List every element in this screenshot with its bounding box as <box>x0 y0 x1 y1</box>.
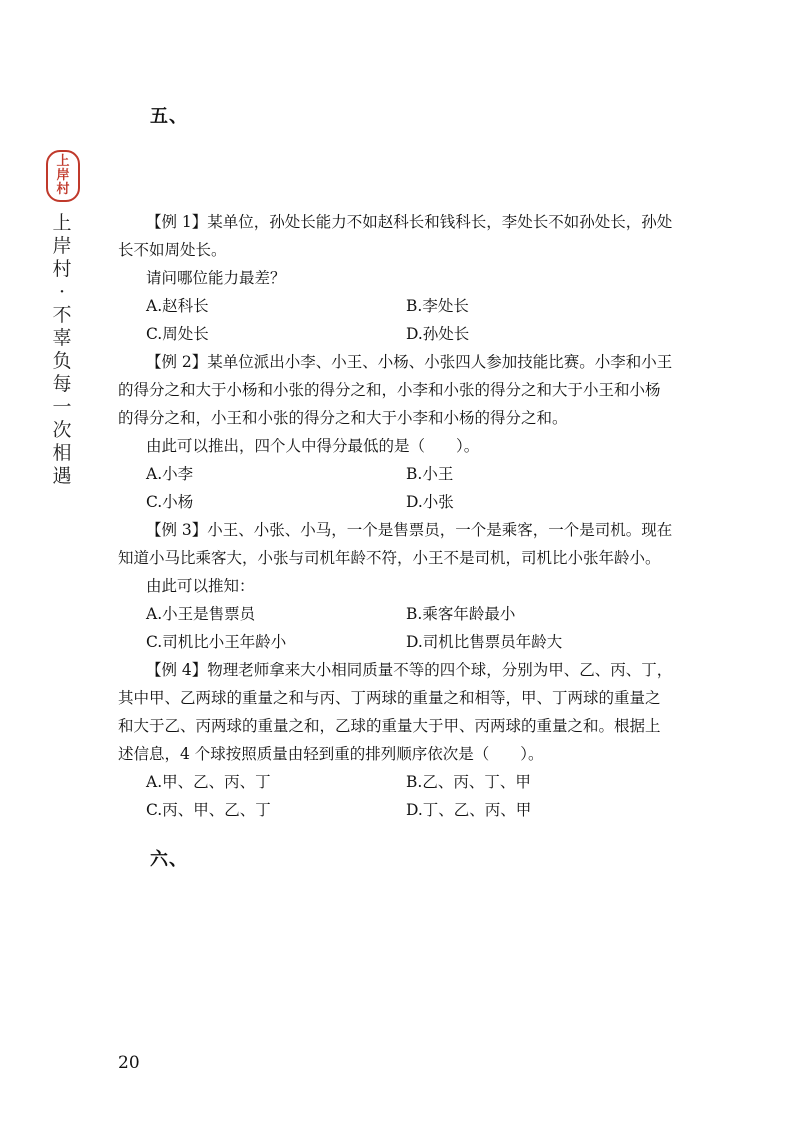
option-a: A.赵科长 <box>146 297 209 315</box>
option-d: D.司机比售票员年龄大 <box>406 633 563 651</box>
option-d: D.小张 <box>406 493 454 511</box>
seal-char: 上 <box>56 154 70 169</box>
options-row <box>118 796 678 824</box>
options-row <box>118 600 678 628</box>
example-line: 【例 4】物理老师拿来大小相同质量不等的四个球，分别为甲、乙、丙、丁， <box>146 661 673 679</box>
example-line: 【例 2】某单位派出小李、小王、小杨、小张四人参加技能比赛。小李和小王 <box>146 353 673 371</box>
seal-char: 岸 <box>56 168 70 183</box>
options-row <box>118 768 678 796</box>
slogan-char: 村 <box>52 258 72 280</box>
example-line: 长不如周处长。 <box>118 241 227 259</box>
option-d: D.孙处长 <box>406 325 470 343</box>
example-line: 和大于乙、丙两球的重量之和，乙球的重量大于甲、丙两球的重量之和。根据上 <box>118 717 661 735</box>
option-b: B.乙、丙、丁、甲 <box>406 773 531 791</box>
example-line: 【例 1】某单位，孙处长能力不如赵科长和钱科长，李处长不如孙处长，孙处 <box>146 213 673 231</box>
slogan-char: 辜 <box>52 327 72 349</box>
example-question: 请问哪位能力最差？ <box>146 269 286 287</box>
slogan-char: 岸 <box>52 235 72 257</box>
example-line: 知道小马比乘客大，小张与司机年龄不符，小王不是司机，司机比小张年龄小。 <box>118 549 661 567</box>
options-row <box>118 320 678 348</box>
slogan-char: 不 <box>52 304 72 326</box>
example-line: 的得分之和大于小杨和小张的得分之和，小李和小张的得分之和大于小王和小杨 <box>118 381 661 399</box>
example-line: 【例 3】小王、小张、小马，一个是售票员，一个是乘客，一个是司机。现在 <box>146 521 673 539</box>
option-c: C.丙、甲、乙、丁 <box>146 801 271 819</box>
option-c: C.小杨 <box>146 493 194 511</box>
slogan-char: 相 <box>52 442 72 464</box>
option-a: A.小李 <box>146 465 194 483</box>
section-heading-five: 五、 <box>150 106 188 127</box>
example-question: 由此可以推知： <box>146 577 255 595</box>
option-a: A.小王是售票员 <box>146 605 256 623</box>
examples-content <box>118 208 678 824</box>
example-1 <box>118 208 678 348</box>
seal-logo <box>46 150 80 202</box>
example-question: 由此可以推出，四个人中得分最低的是（ ）。 <box>146 437 480 455</box>
example-3 <box>118 516 678 656</box>
slogan-char: 次 <box>52 419 72 441</box>
example-line: 的得分之和，小王和小张的得分之和大于小李和小杨的得分之和。 <box>118 409 568 427</box>
options-row <box>118 628 678 656</box>
options-row <box>118 292 678 320</box>
options-row <box>118 460 678 488</box>
page-number: 20 <box>118 1053 140 1073</box>
options-row <box>118 488 678 516</box>
slogan-char: 负 <box>52 350 72 372</box>
option-b: B.乘客年龄最小 <box>406 605 516 623</box>
example-4 <box>118 656 678 824</box>
vertical-slogan <box>50 212 74 488</box>
option-b: B.小王 <box>406 465 454 483</box>
slogan-char: · <box>58 281 66 303</box>
example-2 <box>118 348 678 516</box>
section-heading-six: 六、 <box>150 849 188 870</box>
option-d: D.丁、乙、丙、甲 <box>406 801 532 819</box>
option-c: C.周处长 <box>146 325 209 343</box>
slogan-char: 遇 <box>52 465 72 487</box>
slogan-char: 每 <box>52 373 72 395</box>
option-c: C.司机比小王年龄小 <box>146 633 287 651</box>
seal-char: 村 <box>56 182 70 197</box>
option-b: B.李处长 <box>406 297 469 315</box>
slogan-char: 一 <box>52 396 72 418</box>
slogan-char: 上 <box>52 212 72 234</box>
example-line: 述信息，4 个球按照质量由轻到重的排列顺序依次是（ ）。 <box>118 745 544 763</box>
option-a: A.甲、乙、丙、丁 <box>146 773 271 791</box>
example-line: 其中甲、乙两球的重量之和与丙、丁两球的重量之和相等，甲、丁两球的重量之 <box>118 689 661 707</box>
